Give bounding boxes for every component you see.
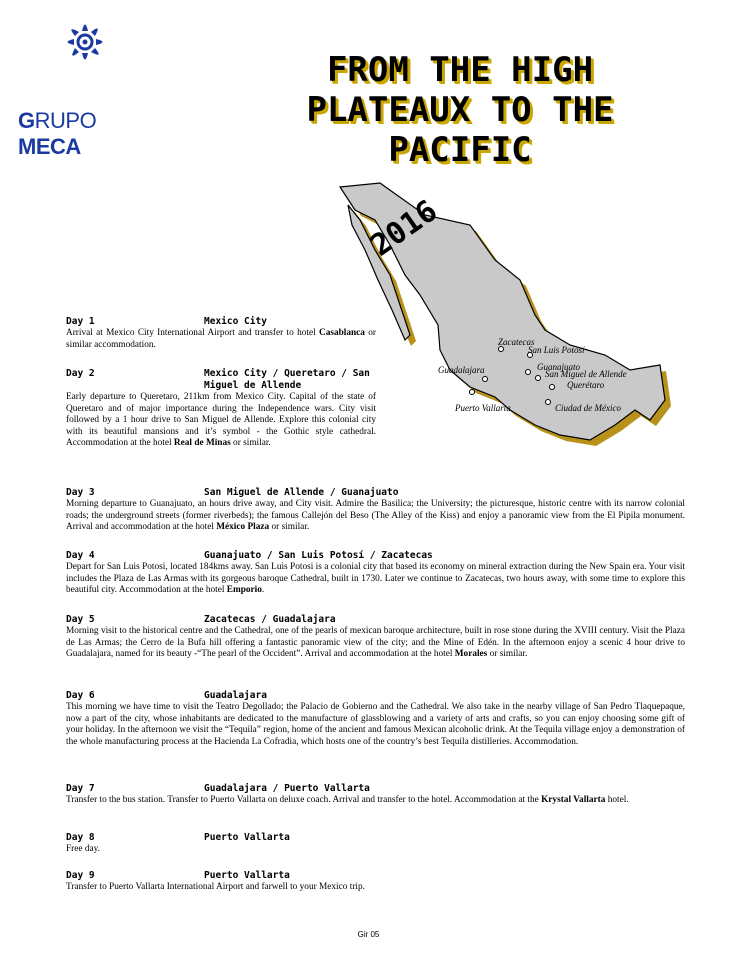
marker-guadalajara [483, 377, 488, 382]
day-4-section [66, 550, 685, 597]
day-2-section [66, 368, 376, 450]
city-label-puerto-vallarta: Puerto Vallarta [455, 403, 511, 413]
marker-zacatecas [499, 347, 504, 352]
logo-wordmark: GRUPO MECA [18, 108, 97, 159]
marker-queretaro [550, 385, 555, 390]
day-8-section [66, 832, 685, 856]
day-heading: Day 7 Guadalajara / Puerto Vallarta [66, 783, 370, 794]
day-heading: Day 5 Zacatecas / Guadalajara [66, 614, 336, 625]
city-label-san-miguel: San Miguel de Allende [545, 369, 627, 379]
day-description: Free day. [66, 844, 100, 854]
city-label-zacatecas: Zacatecas [498, 337, 535, 347]
title-line-2: PLATEAUX TO THE [306, 90, 614, 130]
day-6-section [66, 690, 685, 748]
city-label-guanajuato: Guanajuato [537, 362, 581, 372]
day-heading: Day 6 Guadalajara [66, 690, 267, 701]
sun-spiral-icon [10, 12, 155, 102]
year-label: 2016 [364, 193, 444, 264]
city-label-queretaro: Querétaro [567, 380, 605, 390]
marker-puerto-vallarta [470, 390, 475, 395]
city-label-san-luis-potosi: San Luis Potosí [528, 345, 585, 355]
page-title [250, 50, 670, 170]
day-3-section [66, 487, 685, 534]
marker-ciudad-de-mexico [546, 400, 551, 405]
city-label-guadalajara: Guadalajara [438, 365, 485, 375]
day-heading: Day 8 Puerto Vallarta [66, 832, 290, 843]
title-line-3: PACIFIC [388, 130, 532, 170]
day-heading: Day 1 Mexico City [66, 316, 267, 327]
day-description: Morning departure to Guanajuato, an hours drive away, and City visit. Admire the Basilica; the University; the picturesque, historic centre with its narrow colonial roads; the underground streets (former riverbeds); the famous Callejón del Beso (The Alley of the Kiss) and enjoy a panoramic view from the El Pipila monument. Arrival and accommodation at the hotel México Plaza or similar. [66, 499, 685, 533]
day-heading: Day 2 Mexico City / Queretaro / San Miguel de Allende [66, 368, 370, 391]
city-label-ciudad-de-mexico: Ciudad de México [555, 403, 621, 413]
day-description: Morning visit to the historical centre and the Cathedral, one of the pearls of mexican baroque architecture, built in rose stone during the XVIII century. Visit the Plaza de Las Armas; the Cerro de la Bufa hill offering a fantastic panoramic view of the city; and the Mine of Edén. In the afternoon enjoy a scenic 4 hour drive to Guadalajara, named for its beauty -“The pearl of the Occident”. Arrival and accommodation at the hotel Morales or similar. [66, 626, 685, 660]
marker-san-miguel [536, 376, 541, 381]
mexico-map [320, 165, 700, 485]
grupo-meca-logo [10, 12, 155, 159]
day-heading: Day 9 Puerto Vallarta [66, 870, 290, 881]
day-heading: Day 4 Guanajuato / San Luis Potosí / Zacatecas [66, 550, 433, 561]
day-description: Transfer to the bus station. Transfer to Puerto Vallarta on deluxe coach. Arrival and transfer to the hotel. Accommodation at the Krystal Vallarta hotel. [66, 795, 629, 805]
day-description: Early departure to Queretaro, 211km from Mexico City. Capital of the state of Queretaro and of major importance during the Independence wars. City visit followed by a 1 hour drive to San Miguel de Allende. Explore this colonial city with its beautiful mansions and it’s symbol - the Gothic style cathedral. Accommodation at the hotel Real de Minas or similar. [66, 392, 376, 449]
day-7-section [66, 783, 685, 807]
day-5-section [66, 614, 685, 661]
page-footer: Gir 05 [357, 930, 380, 939]
day-heading: Day 3 San Miguel de Allende / Guanajuato [66, 487, 399, 498]
day-description: Arrival at Mexico City International Airport and transfer to hotel Casablanca or similar accommodation. [66, 328, 377, 350]
day-1-section [66, 316, 376, 351]
day-description: Transfer to Puerto Vallarta International Airport and farwell to your Mexico trip. [66, 882, 365, 892]
day-description: Depart for San Luis Potosi, located 184kms away. San Luis Potosi is a colonial city that based its economy on mineral extraction during the New Spain era. Your visit includes the Plaza de Las Armas with its gorgeous baroque Cathedral, built in 1730. Later we continue to Zacatecas, two hours away, with some time to explore this beautiful city. Accommodation at the hotel Emporio. [66, 562, 685, 596]
title-line-1: FROM THE HIGH [326, 50, 594, 90]
day-9-section [66, 870, 685, 894]
marker-guanajuato [526, 370, 531, 375]
day-description: This morning we have time to visit the Teatro Degollado; the Palacio de Gobierno and the Cathedral. We also take in the nearby village of San Pedro Tlaquepaque, now a part of the city, whose inhabitants are dedicated to the manufacture of glassblowing and a variety of arts and crafts, so you can enjoy choosing some gift of your holiday. In the afternoon we visit the “Tequila” region, home of the ancient and famous Mexican alcoholic drink. At the Tequila village enjoy a demonstration of the whole manufacturing process at the Hacienda La Cofradia, which hosts one of the country’s best Tequila distilleries. Accommodation. [66, 702, 685, 747]
